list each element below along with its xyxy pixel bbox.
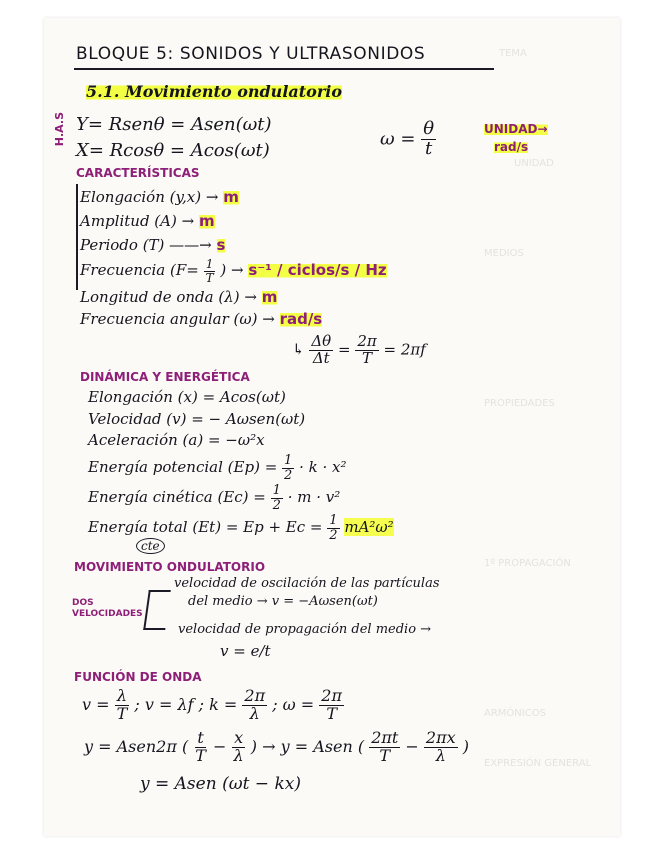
minus-sign: − [405, 736, 419, 756]
unit-label-text: UNIDAD→ [484, 122, 548, 136]
char-item-unit: s [216, 236, 226, 254]
x-fraction [232, 730, 246, 765]
frequency-numerator: 1 [205, 257, 214, 271]
unit-value-text: rad/s [494, 140, 529, 154]
char-item-label: Amplitud (A) → [80, 212, 195, 230]
et-tail: mA²ω² [344, 518, 394, 537]
dyn-elongation: Elongación (x) = Acos(ωt) [88, 388, 286, 406]
two-pi-numerator: 2π [357, 332, 377, 350]
omega-lhs: ω = [380, 128, 416, 150]
bleed-through-text: TEMA [499, 48, 527, 59]
ec-label: Energía cinética (Ec) = [88, 488, 266, 507]
bleed-through-text: MEDIOS [484, 248, 524, 259]
char-item-label: Longitud de onda (λ) → [80, 288, 257, 306]
equation-y: Y= Rsenθ = Asen(ωt) [76, 114, 272, 135]
two-speeds-label: DOS VELOCIDADES [72, 598, 143, 619]
wave-eq-start: y = Asen2π ( [84, 736, 189, 756]
omega-numerator: θ [423, 118, 435, 139]
wave-relations-row [82, 688, 344, 723]
char-item-unit: m [261, 288, 278, 306]
t-denominator: T [195, 745, 206, 765]
speeds-bracket [143, 590, 171, 630]
bleed-through-text: UNIDAD [514, 158, 554, 169]
bracket-line [76, 184, 78, 290]
unit-label [484, 122, 548, 136]
et-fraction [327, 514, 339, 542]
char-item-unit: m [223, 188, 239, 206]
unit-value [494, 140, 528, 154]
dyn-potential-energy [88, 454, 347, 482]
omega-fraction [421, 120, 436, 159]
t-fraction [193, 730, 208, 765]
speed-propagation-eq: v = e/t [220, 642, 271, 660]
section-heading-text: 5.1. Movimiento ondulatorio [86, 82, 342, 101]
page-title: BLOQUE 5: SONIDOS Y ULTRASONIDOS [76, 44, 426, 64]
dynamics-heading: DINÁMICA Y ENERGÉTICA [80, 370, 250, 384]
wave-motion-heading: MOVIMIENTO ONDULATORIO [74, 560, 266, 574]
et-numerator: 1 [329, 513, 338, 528]
dyn-total-energy [88, 514, 394, 542]
omega-definition [380, 120, 436, 159]
d-numerator: 2πx [425, 728, 456, 747]
v-eq-label: v = [82, 694, 110, 714]
constant-badge: cte [136, 538, 165, 554]
ec-tail: · m · v² [287, 488, 341, 507]
char-item-wavelength [80, 288, 277, 306]
char-item-label: Frecuencia (F= [80, 261, 199, 280]
k-numerator: 2π [244, 686, 266, 705]
char-item-angular-frequency [80, 310, 322, 328]
frequency-close: ) → [220, 261, 244, 280]
w-denominator: T [326, 703, 337, 723]
section-heading [86, 82, 342, 101]
delta-fraction [309, 334, 333, 367]
bleed-through-text: EXPRESIÓN GENERAL [484, 758, 592, 769]
k-denominator: λ [249, 703, 260, 723]
wave-eq-middle: ) → y = Asen ( [250, 736, 365, 756]
delta-denominator: Δt [312, 348, 330, 367]
d-denominator: λ [435, 745, 446, 765]
omega-denominator: t [425, 137, 433, 159]
v-fraction [115, 688, 130, 723]
char-item-amplitude [80, 212, 215, 230]
speed-propagation: velocidad de propagación del medio → [178, 622, 432, 637]
ep-fraction [282, 454, 294, 482]
x-numerator: x [234, 728, 244, 747]
c-numerator: 2πt [371, 728, 399, 747]
char-item-unit: s⁻¹ / ciclos/s / Hz [248, 261, 387, 280]
char-item-frequency [80, 258, 387, 284]
frequency-denominator: T [205, 270, 214, 285]
c-denominator: T [379, 745, 391, 765]
char-item-label: Frecuencia angular (ω) → [80, 310, 275, 328]
v-numerator: λ [116, 686, 128, 705]
k-fraction [242, 688, 267, 723]
t-numerator: t [197, 728, 204, 747]
bleed-through-text: 1º PROPAGACIÓN [484, 558, 571, 569]
turn-arrow: ↳ [292, 340, 310, 359]
dyn-acceleration: Aceleración (a) = −ω²x [88, 431, 265, 449]
x-denominator: λ [233, 745, 244, 765]
equation-x: X= Rcosθ = Acos(ωt) [76, 140, 270, 161]
wave-equation-final: y = Asen (ωt − kx) [140, 774, 301, 794]
speed-oscillation-line2: del medio → v = −Aωsen(ωt) [188, 594, 378, 609]
bleed-through-text: ARMÓNICOS [484, 708, 546, 719]
v-lambda-f: ; v = λf ; k = [134, 694, 238, 714]
two-pi-fraction [355, 334, 378, 367]
char-item-elongation [80, 188, 239, 206]
char-item-unit: rad/s [279, 310, 323, 328]
ep-tail: · k · x² [299, 458, 347, 477]
angular-result: = 2πf [383, 340, 426, 359]
ep-label: Energía potencial (Ep) = [88, 458, 278, 477]
ep-numerator: 1 [284, 453, 293, 468]
ec-denominator: 2 [272, 497, 281, 513]
dyn-velocity: Velocidad (v) = − Aωsen(ωt) [88, 410, 306, 428]
wave-eq-end: ) [462, 736, 469, 756]
dyn-kinetic-energy [88, 484, 340, 512]
has-label: H.A.S [53, 112, 66, 147]
characteristics-heading: CARACTERÍSTICAS [76, 166, 200, 180]
speed-oscillation-line1: velocidad de oscilación de las partículas [174, 576, 440, 591]
v-denominator: T [116, 703, 128, 723]
char-item-label: Elongación (y,x) → [80, 188, 219, 206]
w-label: ; ω = [272, 694, 315, 714]
title-underline [74, 68, 494, 70]
d-fraction [424, 730, 458, 765]
two-pi-denominator: T [362, 348, 373, 367]
minus-sign: − [213, 736, 227, 756]
wave-function-heading: FUNCIÓN DE ONDA [74, 670, 202, 684]
ec-numerator: 1 [272, 483, 281, 498]
frequency-fraction [204, 258, 216, 284]
w-fraction [319, 688, 344, 723]
notebook-page [44, 18, 620, 836]
c-fraction [369, 730, 400, 765]
angular-frequency-derivation: ↳ $\frac{\Delta\theta}{\Delta t}$ = $\frac{2\pi}{T}$ = 2πf [292, 332, 426, 367]
et-label: Energía total (Et) = Ep + Ec = [88, 518, 323, 537]
ec-fraction [271, 484, 283, 512]
char-item-unit: m [198, 212, 215, 230]
et-denominator: 2 [329, 527, 338, 543]
bleed-through-text: PROPIEDADES [484, 398, 555, 409]
wave-equation-row [84, 730, 469, 765]
char-item-period [80, 236, 225, 254]
w-numerator: 2π [321, 686, 342, 705]
delta-numerator: Δθ [311, 332, 332, 350]
ep-denominator: 2 [284, 467, 293, 483]
char-item-label: Periodo (T) ——→ [80, 236, 212, 254]
